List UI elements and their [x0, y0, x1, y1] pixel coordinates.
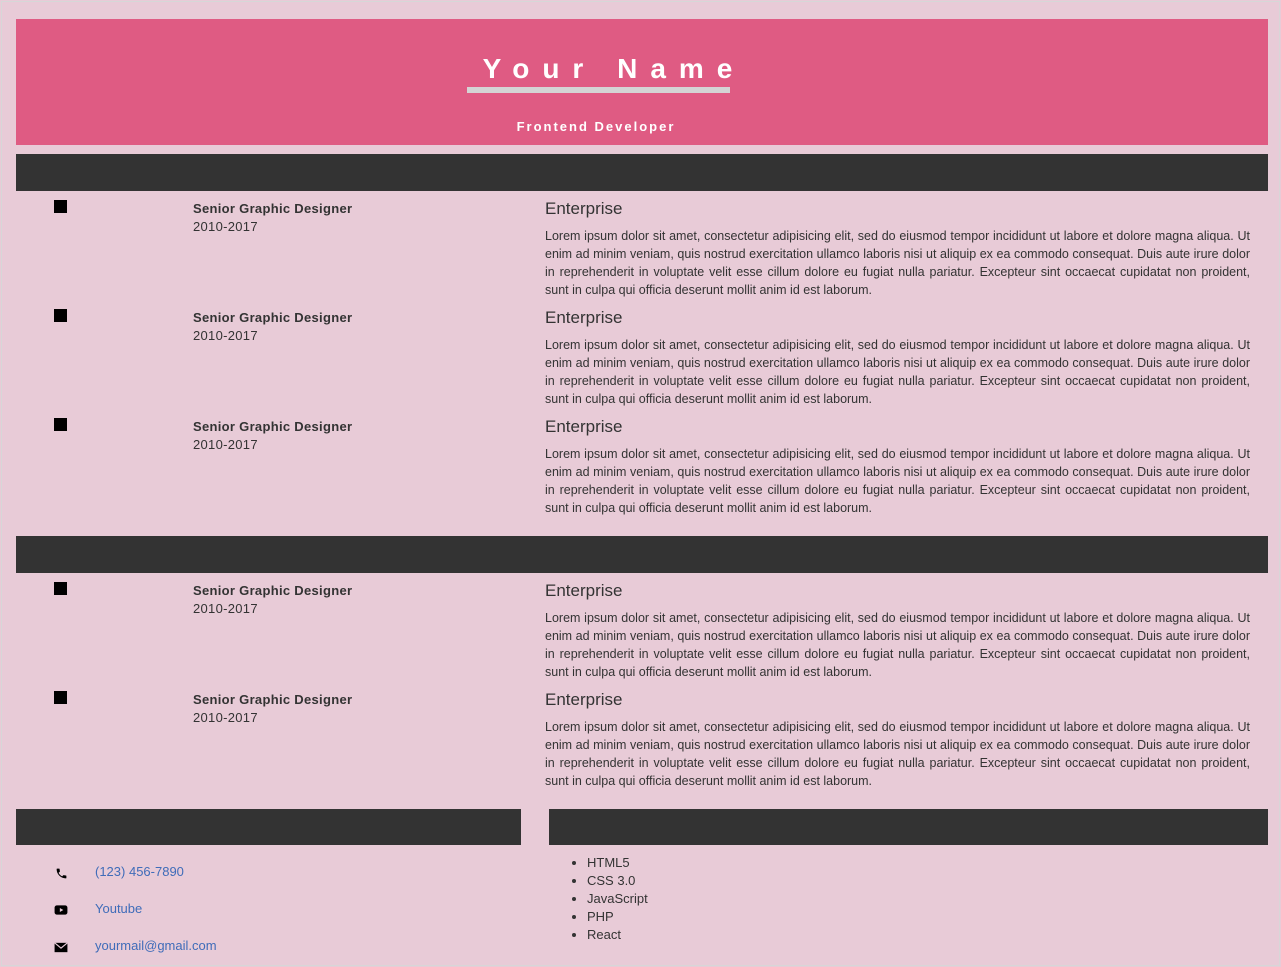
contact-youtube-row	[16, 899, 516, 923]
contact-section-bar	[16, 809, 521, 845]
youtube-icon	[54, 903, 68, 917]
job-title: Senior Graphic Designer	[193, 201, 353, 216]
job-description: Lorem ipsum dolor sit amet, consectetur adipisicing elit, sed do eiusmod tempor incididunt ut labore et dolore magna aliqua. Ut enim ad minim veniam, quis nostrud exercitation ullamco laboris nisi ut aliquip ex ea commodo consequat. Duis aute irure dolor in reprehenderit in voluptate velit esse cillum dolore eu fugiat nulla pariatur. Excepteur sint occaecat cupidatat non proident, sunt in culpa qui officia deserunt mollit anim id est laborum.	[545, 229, 1250, 297]
experience-section-bar	[16, 154, 1268, 191]
skills-list	[569, 854, 648, 944]
bullet-square	[54, 200, 67, 213]
youtube-link[interactable]: Youtube	[95, 901, 143, 916]
company-name: Enterprise	[545, 581, 623, 600]
name-underline	[467, 87, 730, 93]
job-years: 2010-2017	[193, 710, 258, 725]
job-title: Senior Graphic Designer	[193, 692, 353, 707]
email-link[interactable]: yourmail@gmail.com	[95, 938, 217, 953]
bullet-square	[54, 309, 67, 322]
skills-section-bar	[549, 809, 1268, 845]
experience-entry	[16, 409, 1268, 515]
role-subtitle: Frontend Developer	[516, 119, 676, 134]
skill-item: • CSS 3.0	[587, 872, 648, 890]
job-title: Senior Graphic Designer	[193, 419, 353, 434]
job-years: 2010-2017	[193, 437, 258, 452]
job-description: Lorem ipsum dolor sit amet, consectetur adipisicing elit, sed do eiusmod tempor incididunt ut labore et dolore magna aliqua. Ut enim ad minim veniam, quis nostrud exercitation ullamco laboris nisi ut aliquip ex ea commodo consequat. Duis aute irure dolor in reprehenderit in voluptate velit esse cillum dolore eu fugiat nulla pariatur. Excepteur sint occaecat cupidatat non proident, sunt in culpa qui officia deserunt mollit anim id est laborum.	[545, 447, 1250, 515]
education-section-bar	[16, 536, 1268, 573]
education-entry	[16, 573, 1268, 679]
company-name: Enterprise	[545, 690, 623, 709]
bullet-square	[54, 691, 67, 704]
skill-item: • HTML5	[587, 854, 648, 872]
job-years: 2010-2017	[193, 219, 258, 234]
job-title: Senior Graphic Designer	[193, 583, 353, 598]
contact-email-row	[16, 936, 516, 960]
job-description: Lorem ipsum dolor sit amet, consectetur adipisicing elit, sed do eiusmod tempor incididunt ut labore et dolore magna aliqua. Ut enim ad minim veniam, quis nostrud exercitation ullamco laboris nisi ut aliquip ex ea commodo consequat. Duis aute irure dolor in reprehenderit in voluptate velit esse cillum dolore eu fugiat nulla pariatur. Excepteur sint occaecat cupidatat non proident, sunt in culpa qui officia deserunt mollit anim id est laborum.	[545, 338, 1250, 406]
company-name: Enterprise	[545, 199, 623, 218]
experience-entry	[16, 300, 1268, 406]
experience-entry	[16, 191, 1268, 297]
phone-icon	[54, 866, 68, 880]
company-name: Enterprise	[545, 417, 623, 436]
bullet-square	[54, 582, 67, 595]
contact-phone-row	[16, 862, 516, 886]
skill-item: • React	[587, 926, 648, 944]
name-heading: Your Name	[482, 53, 746, 84]
job-years: 2010-2017	[193, 328, 258, 343]
job-title: Senior Graphic Designer	[193, 310, 353, 325]
resume-header	[16, 19, 1268, 145]
job-years: 2010-2017	[193, 601, 258, 616]
job-description: Lorem ipsum dolor sit amet, consectetur adipisicing elit, sed do eiusmod tempor incididunt ut labore et dolore magna aliqua. Ut enim ad minim veniam, quis nostrud exercitation ullamco laboris nisi ut aliquip ex ea commodo consequat. Duis aute irure dolor in reprehenderit in voluptate velit esse cillum dolore eu fugiat nulla pariatur. Excepteur sint occaecat cupidatat non proident, sunt in culpa qui officia deserunt mollit anim id est laborum.	[545, 720, 1250, 788]
education-entry	[16, 682, 1268, 788]
skill-item: • PHP	[587, 908, 648, 926]
company-name: Enterprise	[545, 308, 623, 327]
job-description: Lorem ipsum dolor sit amet, consectetur adipisicing elit, sed do eiusmod tempor incididunt ut labore et dolore magna aliqua. Ut enim ad minim veniam, quis nostrud exercitation ullamco laboris nisi ut aliquip ex ea commodo consequat. Duis aute irure dolor in reprehenderit in voluptate velit esse cillum dolore eu fugiat nulla pariatur. Excepteur sint occaecat cupidatat non proident, sunt in culpa qui officia deserunt mollit anim id est laborum.	[545, 611, 1250, 679]
mail-icon	[54, 940, 68, 954]
phone-link[interactable]: (123) 456-7890	[95, 864, 184, 879]
skill-item: • JavaScript	[587, 890, 648, 908]
bullet-square	[54, 418, 67, 431]
